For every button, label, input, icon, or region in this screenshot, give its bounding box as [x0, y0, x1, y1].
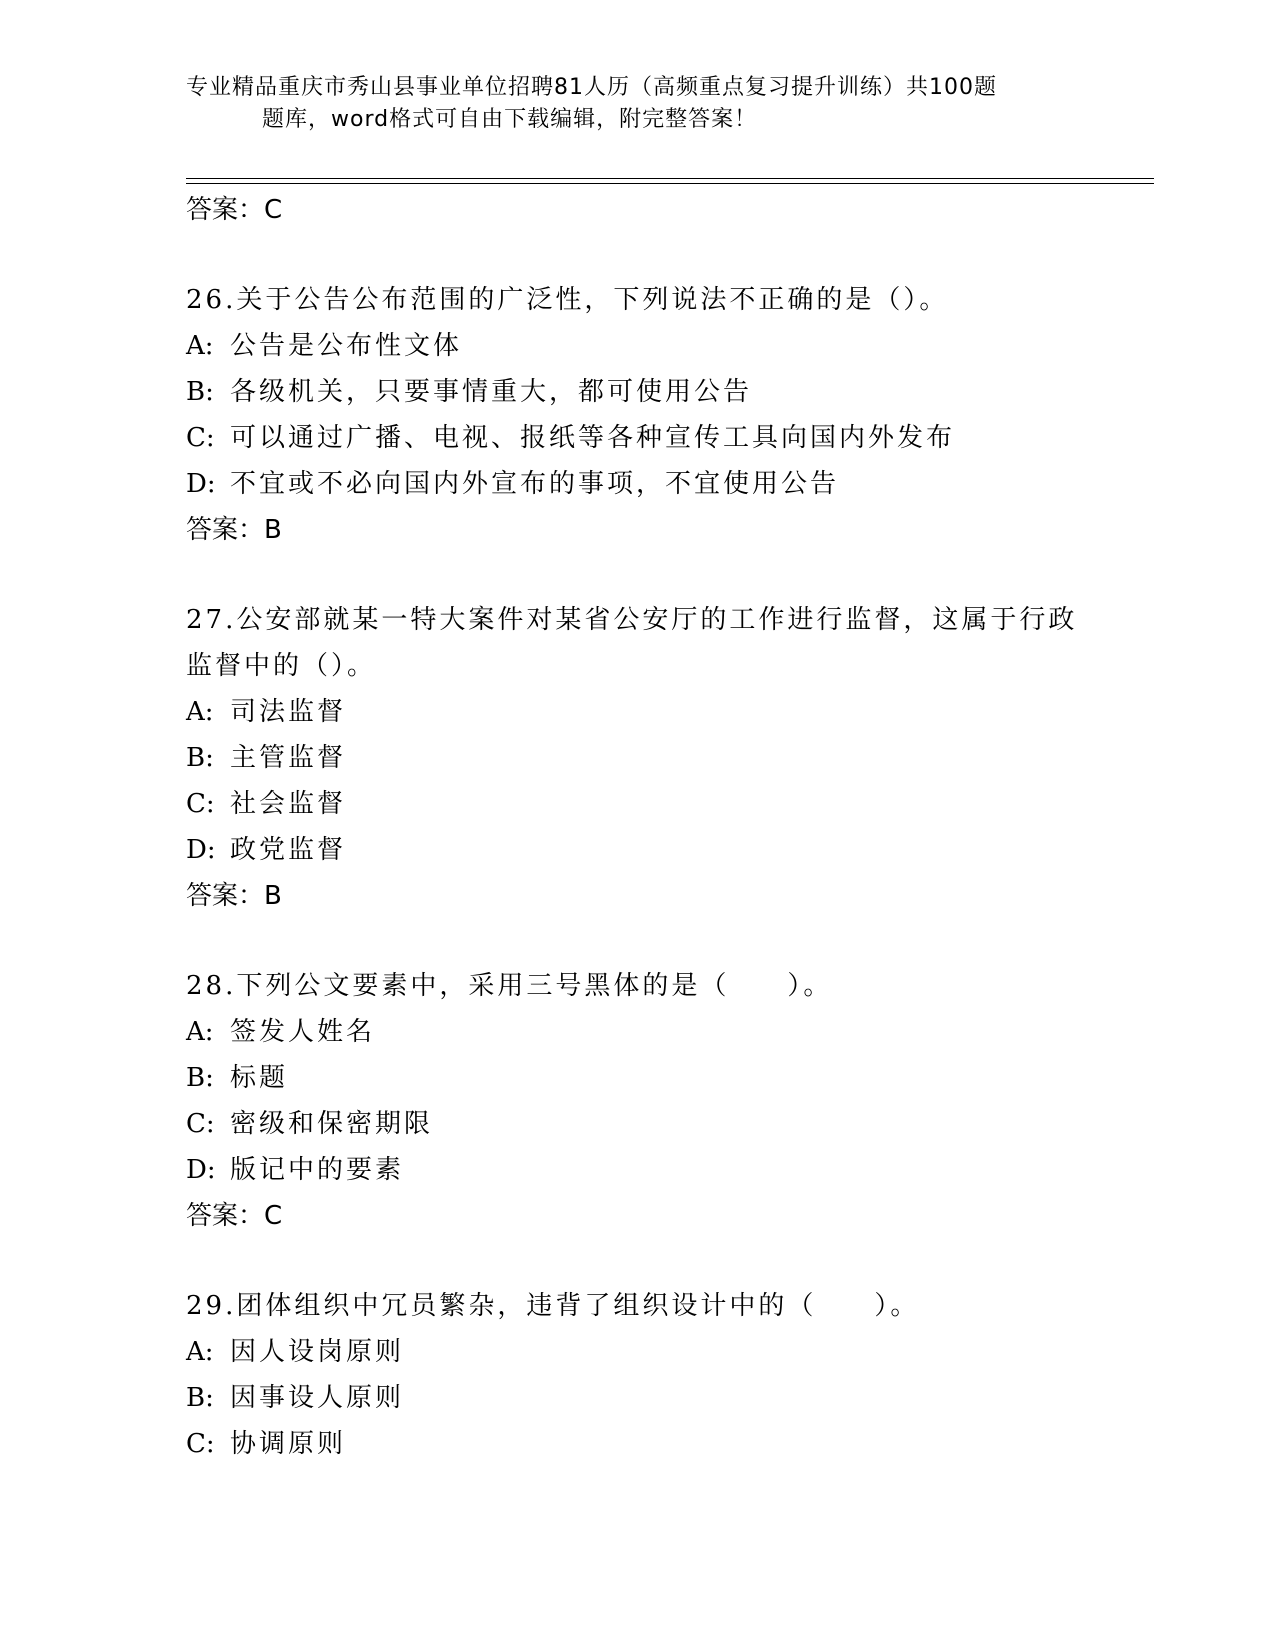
header-rule-top — [186, 178, 1154, 179]
document-body — [186, 187, 1166, 1467]
option-text: 标题 — [230, 1063, 289, 1093]
option-key: C: — [186, 1429, 215, 1459]
option-c — [186, 1421, 1166, 1467]
option-a — [186, 323, 1166, 369]
question-block — [186, 277, 1166, 553]
option-text: 因人设岗原则 — [230, 1337, 405, 1367]
option-c — [186, 781, 1166, 827]
option-b — [186, 735, 1166, 781]
option-text: 签发人姓名 — [230, 1017, 376, 1047]
option-text: 不宜或不必向国内外宣布的事项，不宜使用公告 — [230, 469, 840, 499]
option-a — [186, 1009, 1166, 1055]
option-key: B: — [186, 1383, 214, 1413]
option-text: 因事设人原则 — [230, 1383, 405, 1413]
option-key: A: — [186, 331, 214, 361]
option-key: C: — [186, 423, 215, 453]
option-text: 司法监督 — [230, 697, 347, 727]
option-b — [186, 1055, 1166, 1101]
option-text: 公告是公布性文体 — [230, 331, 463, 361]
option-text: 主管监督 — [230, 743, 347, 773]
option-key: D: — [186, 835, 216, 865]
header-rule-bottom — [186, 183, 1154, 184]
option-text: 密级和保密期限 — [230, 1109, 434, 1139]
option-b — [186, 1375, 1166, 1421]
header-line-1: 专业精品重庆市秀山县事业单位招聘81人历（高频重点复习提升训练）共100题 — [186, 75, 997, 100]
question-block — [186, 597, 1166, 919]
option-key: C: — [186, 789, 215, 819]
question-text: 28.下列公文要素中，采用三号黑体的是（ ）。 — [186, 971, 833, 1001]
option-key: D: — [186, 469, 216, 499]
question-block — [186, 963, 1166, 1239]
option-b — [186, 369, 1166, 415]
option-text: 可以通过广播、电视、报纸等各种宣传工具向国内外发布 — [230, 423, 956, 453]
option-a — [186, 1329, 1166, 1375]
option-d — [186, 461, 1166, 507]
option-key: B: — [186, 1063, 214, 1093]
option-text: 社会监督 — [230, 789, 347, 819]
answer-line: 答案：C — [186, 1201, 283, 1231]
option-c — [186, 1101, 1166, 1147]
answer-line: 答案：C — [186, 195, 283, 225]
page-header — [186, 72, 1086, 136]
question-text: 29.团体组织中冗员繁杂，违背了组织设计中的（ ）。 — [186, 1291, 920, 1321]
option-text: 政党监督 — [230, 835, 347, 865]
option-key: D: — [186, 1155, 216, 1185]
option-d — [186, 827, 1166, 873]
option-d — [186, 1147, 1166, 1193]
answer-line: 答案：B — [186, 881, 282, 911]
option-text: 各级机关，只要事情重大，都可使用公告 — [230, 377, 753, 407]
option-key: A: — [186, 697, 214, 727]
answer-line: 答案：B — [186, 515, 282, 545]
option-c — [186, 415, 1166, 461]
option-text: 协调原则 — [230, 1429, 347, 1459]
option-text: 版记中的要素 — [230, 1155, 405, 1185]
header-line-2: 题库，word格式可自由下载编辑，附完整答案！ — [262, 107, 758, 132]
question-text: 26.关于公告公布范围的广泛性，下列说法不正确的是（）。 — [186, 285, 949, 315]
option-a — [186, 689, 1166, 735]
option-key: B: — [186, 377, 214, 407]
question-text: 27.公安部就某一特大案件对某省公安厅的工作进行监督，这属于行政 — [186, 605, 1078, 635]
option-key: A: — [186, 1017, 214, 1047]
option-key: A: — [186, 1337, 214, 1367]
question-block — [186, 1283, 1166, 1467]
question-text-continued: 监督中的（）。 — [186, 651, 377, 681]
option-key: B: — [186, 743, 214, 773]
option-key: C: — [186, 1109, 215, 1139]
